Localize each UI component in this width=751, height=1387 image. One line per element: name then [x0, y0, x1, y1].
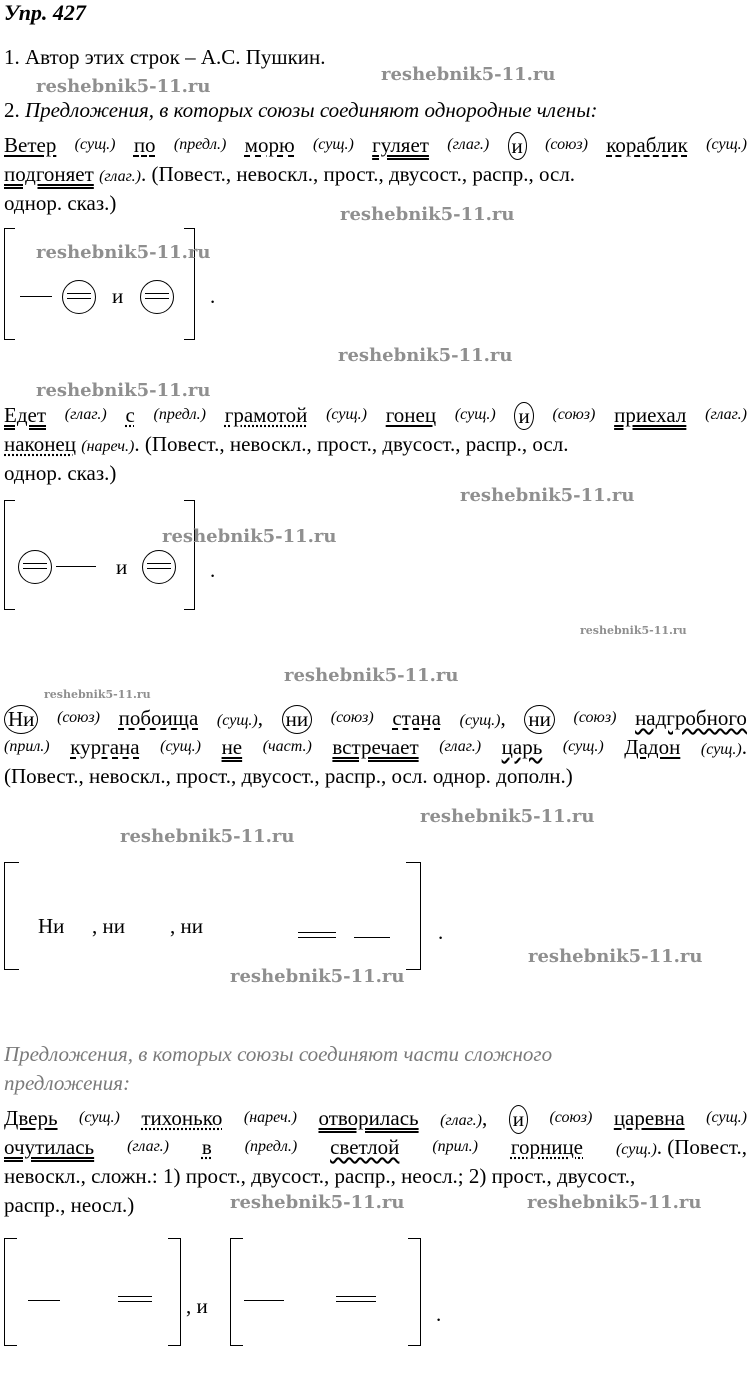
- s4-description: невоскл., сложн.: 1) прост., двусост., распр., неосл.; 2) прост., двусост.,: [4, 1164, 636, 1188]
- s4-word-gornitse: горнице: [510, 1135, 584, 1159]
- s3-word-ne: не: [221, 735, 243, 759]
- s4-pos: (глаг.): [127, 1138, 169, 1155]
- s3-word-stana: стана: [392, 706, 441, 730]
- watermark: reshebnik5-11.ru: [36, 76, 211, 97]
- s4-pos: (глаг.): [440, 1112, 482, 1129]
- sentence-2-line-2: [4, 431, 747, 460]
- s3-word-tsar: царь: [501, 735, 543, 759]
- sentence-1-line-1: [4, 132, 747, 160]
- s4-conjunction: и: [509, 1105, 528, 1134]
- s1-word-korablik: кораблик: [606, 133, 688, 157]
- scheme-end: .: [210, 558, 216, 582]
- scheme-bracket-right: [184, 500, 195, 610]
- scheme-end: .: [210, 284, 216, 308]
- s1-pos: (сущ.): [706, 136, 747, 153]
- watermark: reshebnik5-11.ru: [36, 242, 211, 263]
- s2-pos: (сущ.): [454, 406, 496, 423]
- s4-description-end: распр., неосл.): [4, 1193, 135, 1217]
- watermark: reshebnik5-11.ru: [580, 624, 687, 637]
- s1-conjunction: и: [508, 132, 527, 160]
- scheme-bracket-left: [4, 500, 15, 610]
- scheme-bracket-left: [4, 862, 19, 970]
- s3-pos: (сущ.): [160, 738, 201, 755]
- part-3-heading: [4, 1041, 747, 1067]
- s3-word-dadon: Дадон: [624, 735, 681, 759]
- scheme-end: .: [436, 1302, 442, 1326]
- s1-word-moryu: морю: [244, 133, 295, 157]
- s1-word-gulyaet: гуляет: [372, 133, 429, 157]
- s1-description: . (Повест., невоскл., прост., двусост., распр., осл.: [140, 162, 576, 186]
- predicate-circle: [18, 550, 52, 584]
- s2-word-priehal: приехал: [614, 403, 687, 427]
- scheme-bracket-right: [408, 1238, 421, 1346]
- s4-description-start: . (Повест.,: [656, 1135, 747, 1159]
- s1-pos: (глаг.): [99, 168, 141, 185]
- subject-mark: [354, 937, 390, 938]
- watermark: reshebnik5-11.ru: [381, 64, 556, 85]
- predicate-mark: [67, 293, 91, 299]
- s2-pos: (предл.): [153, 406, 206, 423]
- scheme-bracket-left: [4, 1238, 17, 1346]
- predicate-circle: [62, 280, 96, 314]
- s4-word-otvorilas: отворилась: [318, 1106, 419, 1130]
- sentence-1-line-2: [4, 161, 747, 190]
- s2-conjunction: и: [514, 402, 533, 430]
- scheme-bracket-right: [168, 1238, 181, 1346]
- part-3-heading-text: Предложения, в которых союзы соединяют части сложного: [4, 1042, 553, 1066]
- watermark: reshebnik5-11.ru: [230, 1192, 405, 1213]
- s4-pos: (союз): [549, 1109, 593, 1126]
- s3-pos: (сущ.): [459, 712, 501, 729]
- s1-pos: (сущ.): [74, 136, 116, 153]
- watermark: reshebnik5-11.ru: [120, 826, 295, 847]
- s2-word-gonets: гонец: [385, 403, 437, 427]
- predicate-mark: [147, 563, 171, 569]
- s2-pos: (глаг.): [705, 406, 747, 423]
- s3-pos: (союз): [57, 709, 100, 726]
- part-3-heading-end: предложения:: [4, 1071, 131, 1095]
- scheme-conjunction: , ни: [170, 914, 203, 938]
- predicate-circle: [140, 280, 174, 314]
- answer-2-text: Предложения, в которых союзы соединяют однородные члены:: [25, 98, 598, 122]
- s4-pos: (предл.): [244, 1138, 298, 1155]
- s3-pos: (союз): [330, 709, 374, 726]
- watermark: reshebnik5-11.ru: [36, 380, 211, 401]
- watermark: reshebnik5-11.ru: [527, 1192, 702, 1213]
- s4-word-v: в: [201, 1135, 212, 1159]
- sentence-3-line-1: Ни (союз) побоища (сущ.), ни (союз) стана (сущ.), ни (союз) надгробного: [4, 705, 747, 734]
- watermark: reshebnik5-11.ru: [338, 345, 513, 366]
- answer-1: 1. Автор этих строк – А.С. Пушкин.: [4, 45, 326, 69]
- s3-pos: (част.): [262, 738, 312, 755]
- s2-word-edet: Едет: [4, 403, 47, 427]
- predicate-mark: [23, 563, 47, 569]
- scheme-conjunction: , и: [186, 1294, 208, 1318]
- s3-pos: (сущ.): [216, 712, 258, 729]
- watermark: reshebnik5-11.ru: [340, 204, 515, 225]
- sentence-4-line-2: [4, 1134, 747, 1163]
- s2-pos: (глаг.): [64, 406, 107, 423]
- scheme-2: [4, 500, 234, 615]
- sentence-4-line-1: Дверь (сущ.) тихонько (нареч.) отворилась (глаг.), и (союз) царевна (сущ.): [4, 1105, 747, 1134]
- s2-description: . (Повест., невоскл., прост., двусост., распр., осл.: [134, 432, 569, 456]
- subject-mark: [28, 1300, 60, 1301]
- subject-mark: [56, 566, 96, 567]
- s1-word-podgonyaet: подгоняет: [4, 162, 94, 186]
- s4-pos: (сущ.): [79, 1109, 120, 1126]
- watermark: reshebnik5-11.ru: [420, 806, 595, 827]
- scheme-end: .: [438, 920, 444, 944]
- predicate-circle: [142, 550, 176, 584]
- predicate-mark: [118, 1296, 152, 1302]
- s3-conjunction: Ни: [4, 705, 38, 734]
- s4-word-svetloy: светлой: [330, 1135, 400, 1159]
- watermark: reshebnik5-11.ru: [230, 966, 405, 987]
- s2-pos: (союз): [552, 406, 596, 423]
- s4-pos: (нареч.): [243, 1109, 297, 1126]
- s1-pos: (сущ.): [312, 136, 354, 153]
- scheme-conjunction: и: [112, 284, 124, 308]
- scheme-bracket-left: [230, 1238, 243, 1346]
- sentence-4-line-3: [4, 1163, 747, 1189]
- watermark: reshebnik5-11.ru: [44, 688, 151, 701]
- s2-word-gramotoy: грамотой: [224, 403, 308, 427]
- s4-pos: (прил.): [432, 1138, 478, 1155]
- s2-word-nakonets: наконец: [4, 432, 76, 456]
- s4-pos: (сущ.): [615, 1141, 657, 1158]
- answer-2-heading: [4, 97, 747, 123]
- watermark: reshebnik5-11.ru: [162, 526, 337, 547]
- s3-conjunction: ни: [282, 705, 312, 734]
- s3-word-vstrechaet: встречает: [332, 735, 419, 759]
- answer-2-number: 2.: [4, 98, 20, 122]
- s4-word-ochutilas: очутилась: [4, 1135, 95, 1159]
- watermark: reshebnik5-11.ru: [284, 665, 459, 686]
- s4-word-dver: Дверь: [4, 1106, 58, 1130]
- subject-mark: [244, 1300, 284, 1301]
- s1-pos: (предл.): [173, 136, 227, 153]
- watermark: reshebnik5-11.ru: [528, 946, 703, 967]
- s3-word-kurgana: кургана: [70, 735, 140, 759]
- predicate-mark: [336, 1296, 376, 1302]
- s2-description-end: однор. сказ.): [4, 461, 117, 485]
- scheme-conjunction: Ни: [38, 914, 65, 938]
- s3-pos: (сущ.): [700, 741, 742, 758]
- s1-description-end: однор. сказ.): [4, 191, 117, 215]
- s2-word-s: с: [125, 403, 135, 427]
- s4-word-tsarevna: царевна: [613, 1106, 685, 1130]
- scheme-4: [4, 1238, 454, 1350]
- exercise-title: Упр. 427: [4, 0, 86, 25]
- s1-word-po: по: [133, 133, 156, 157]
- subject-mark: [20, 296, 52, 297]
- s3-conjunction: ни: [524, 705, 554, 734]
- scheme-conjunction: и: [116, 555, 128, 579]
- s1-pos: (глаг.): [447, 136, 490, 153]
- s3-pos: (прил.): [4, 738, 50, 755]
- scheme-bracket-right: [406, 862, 421, 970]
- scheme-bracket-left: [4, 228, 15, 340]
- s4-pos: (сущ.): [706, 1109, 747, 1126]
- s2-pos: (нареч.): [81, 438, 135, 455]
- watermark: reshebnik5-11.ru: [460, 485, 635, 506]
- s4-word-tikhonko: тихонько: [141, 1106, 223, 1130]
- s1-word-veter: Ветер: [4, 133, 57, 157]
- predicate-mark: [298, 932, 336, 938]
- s3-pos: (союз): [573, 709, 617, 726]
- s3-description: (Повест., невоскл., прост., двусост., распр., осл. однор. дополн.): [4, 764, 573, 788]
- s3-word-poboishcha: побоища: [118, 706, 199, 730]
- s3-word-nadgrobnogo: надгробного: [635, 706, 747, 730]
- s2-pos: (сущ.): [326, 406, 367, 423]
- scheme-conjunction: , ни: [92, 914, 125, 938]
- s3-pos: (глаг.): [439, 738, 482, 755]
- scheme-3: [4, 862, 449, 974]
- predicate-mark: [145, 293, 169, 299]
- sentence-2-line-1: [4, 402, 747, 430]
- sentence-3-line-2: (прил.) кургана (сущ.) не (част.) встречает (глаг.) царь (сущ.) Дадон (сущ.).: [4, 734, 747, 763]
- s1-pos: (союз): [545, 136, 588, 153]
- s3-pos: (сущ.): [562, 738, 604, 755]
